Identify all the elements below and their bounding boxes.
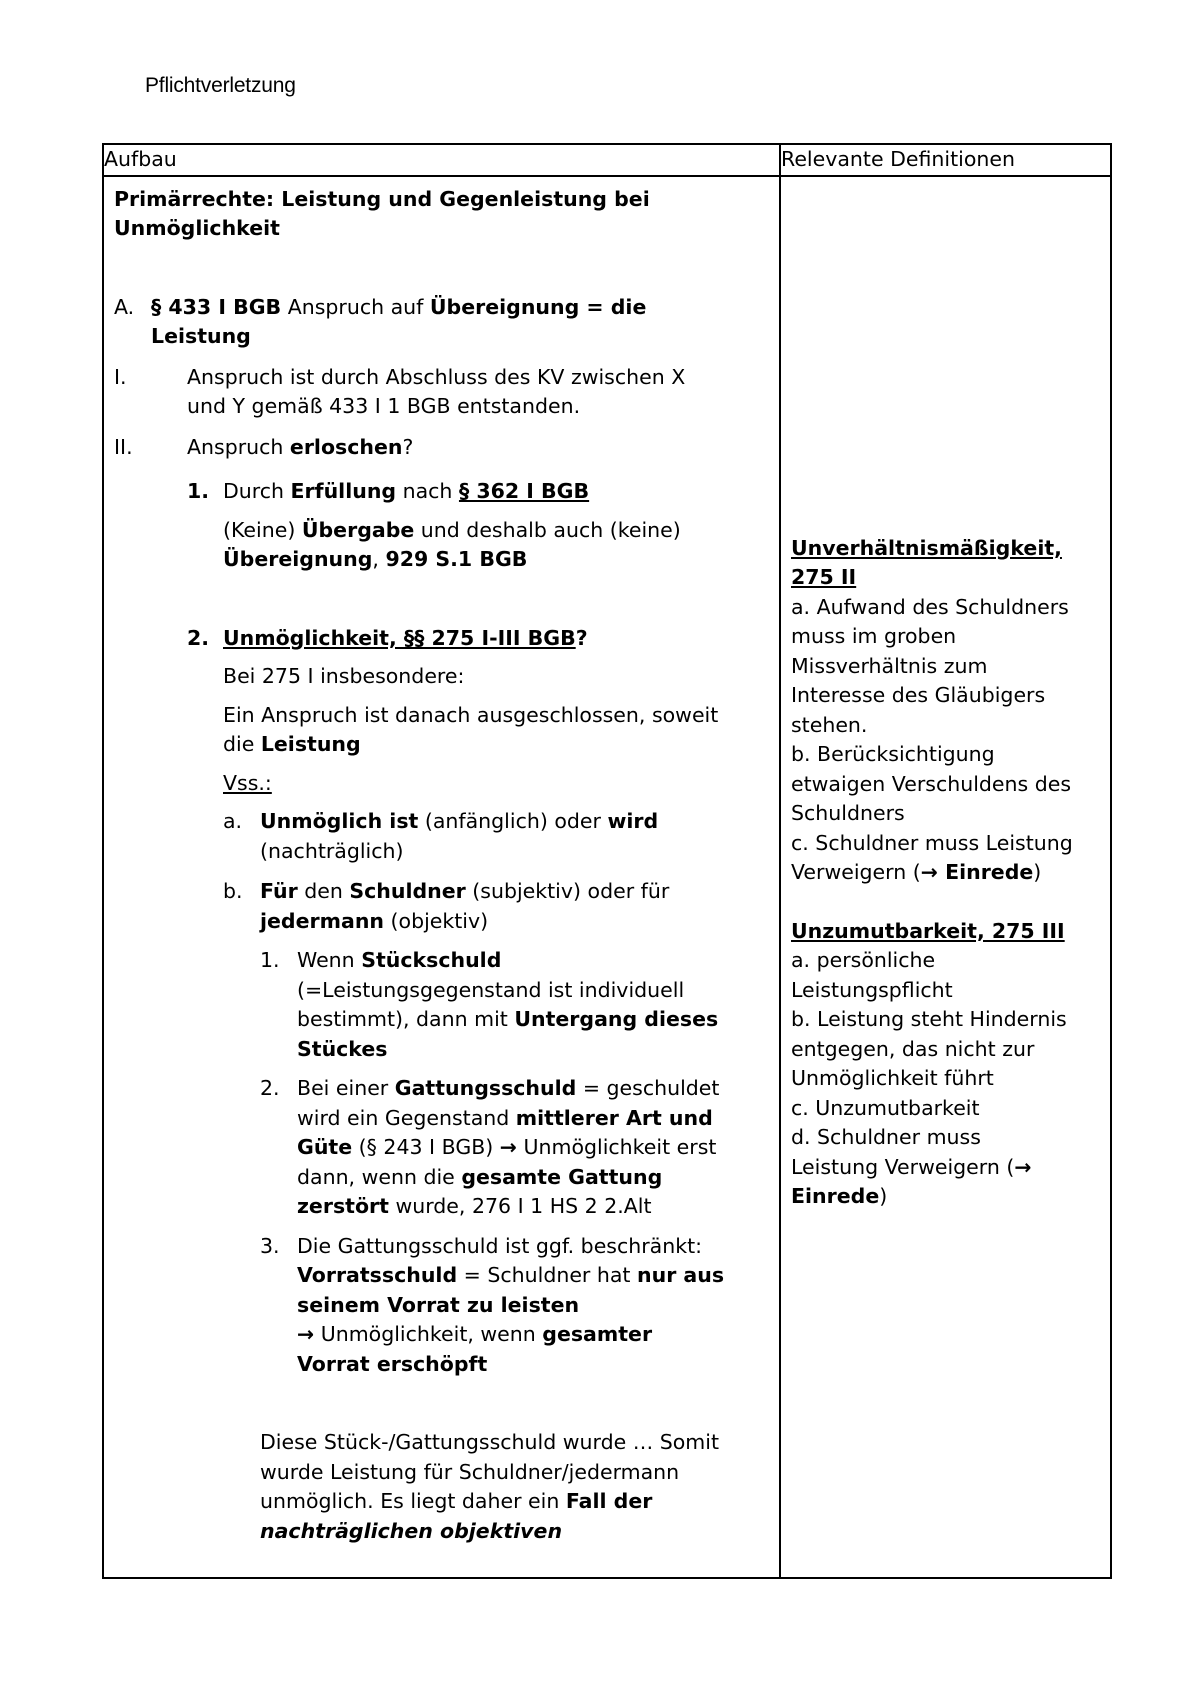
def1-line: a. Aufwand des Schuldners — [791, 594, 1069, 619]
sub-2-l5a: zerstört — [297, 1194, 389, 1218]
conclusion-line2: wurde Leistung für Schuldner/jedermann — [260, 1459, 680, 1484]
conclusion-line4: nachträglichen objektiven — [260, 1518, 563, 1543]
sub-2-l2a: wird ein Gegenstand — [297, 1105, 516, 1130]
conclusion-l3a: unmöglich. Es liegt daher ein — [260, 1489, 566, 1513]
vss-b-bold3: jedermann — [260, 908, 385, 933]
vss-b — [223, 877, 771, 1546]
sub-2-l3c: Unmöglichkeit erst — [516, 1135, 717, 1159]
sub-2-gattungsschuld — [260, 1074, 771, 1222]
sub-3-l2a: Vorratsschuld — [297, 1263, 458, 1287]
arrow-icon: → — [920, 860, 938, 884]
item-2-l4b: Leistung — [260, 732, 361, 756]
conclusion-l3b: Fall der — [565, 1489, 653, 1513]
sub-2-marker: 2. — [260, 1076, 280, 1100]
vss-label: Vss.: — [223, 770, 272, 795]
item-1-marker: 1. — [187, 479, 210, 503]
def2-line: a. persönliche — [791, 948, 936, 972]
item-1-erfuellung — [187, 477, 771, 575]
item-2-q: ? — [575, 625, 588, 650]
sub-1-text: Wenn — [297, 948, 362, 972]
table-header-row — [103, 144, 1111, 176]
sub-2-l1b: Gattungsschuld — [394, 1076, 577, 1100]
section-heading-cont: Unmöglichkeit — [114, 216, 280, 240]
sub-3-marker: 3. — [260, 1233, 280, 1258]
def2-title: Unzumutbarkeit, 275 III — [791, 918, 1065, 943]
sub-1-line4: Stückes — [297, 1036, 388, 1061]
vss-a-text: (anfänglich) oder — [418, 809, 608, 833]
def1-line: muss im groben — [791, 624, 957, 648]
def2-l8a: Leistung Verweigern ( — [791, 1154, 1015, 1179]
sub-3-vorratsschuld — [260, 1232, 771, 1380]
item-1-text2: nach — [396, 479, 459, 503]
aufbau-cell — [103, 176, 780, 1578]
item-1-l2a: (Keine) — [223, 517, 302, 542]
vss-b-marker: b. — [223, 879, 243, 903]
sub-2-l5b: wurde, 276 I 1 HS 2 2.Alt — [388, 1194, 652, 1218]
def2-line: Unmöglichkeit führt — [791, 1066, 994, 1090]
definition-unverhaeltnismaessigkeit — [791, 534, 1104, 888]
conclusion-line1: Diese Stück-/Gattungsschuld wurde … Somit — [260, 1430, 719, 1454]
arrow-icon: → — [297, 1322, 315, 1346]
def1-lines — [791, 593, 1104, 888]
page-title: Pflichtverletzung — [145, 74, 296, 97]
definitions-cell — [780, 176, 1111, 1578]
table-body-row — [103, 176, 1111, 1578]
sub-1-l3a: bestimmt), dann mit — [297, 1007, 515, 1031]
def1-einrede: Einrede — [937, 860, 1034, 884]
header-aufbau: Aufbau — [103, 144, 780, 176]
item-a — [114, 293, 771, 352]
conclusion-paragraph — [260, 1428, 771, 1546]
sub-2-l1c: = geschuldet — [576, 1076, 720, 1100]
vss-b-text3: (objektiv) — [384, 908, 489, 933]
def2-l9b: ) — [879, 1184, 888, 1208]
item-2-marker: 2. — [187, 625, 210, 650]
def2-line: d. Schuldner muss — [791, 1125, 981, 1149]
item-a-bold-cont: Leistung — [151, 324, 251, 348]
sub-1-l3b: Untergang dieses — [514, 1007, 719, 1031]
sub-3-l4b: gesamter — [542, 1322, 653, 1346]
structure-table — [102, 143, 1112, 1579]
vss-a-bold2: wird — [607, 809, 659, 833]
def1-line: b. Berücksichtigung — [791, 742, 995, 766]
item-2-l4a: die — [223, 732, 261, 756]
def1-line: stehen. — [791, 712, 868, 737]
arrow-icon: → — [1014, 1154, 1032, 1179]
def2-line: entgegen, das nicht zur — [791, 1036, 1035, 1061]
vss-a-line2: (nachträglich) — [260, 838, 404, 863]
item-I — [114, 363, 771, 422]
sub-1-bold: Stückschuld — [361, 948, 502, 972]
item-1-bold: Erfüllung — [290, 479, 397, 503]
sub-1-marker: 1. — [260, 948, 280, 972]
sub-3-line5: Vorrat erschöpft — [297, 1351, 488, 1376]
vss-b-bold2: Schuldner — [349, 879, 466, 903]
item-I-line2: und Y gemäß 433 I 1 BGB entstanden. — [187, 394, 581, 418]
item-II-text: Anspruch — [187, 434, 290, 459]
item-1-l3b: , — [372, 547, 386, 571]
header-definitionen: Relevante Definitionen — [780, 144, 1111, 176]
item-1-text: Durch — [223, 479, 291, 503]
def1-title: Unverhältnismäßigkeit, — [791, 535, 1062, 560]
sub-3-line3: seinem Vorrat zu leisten — [297, 1292, 580, 1317]
definition-unzumutbarkeit — [791, 917, 1104, 1212]
item-I-line1: Anspruch ist durch Abschluss des KV zwischen X — [187, 364, 686, 389]
vss-a-bold1: Unmöglich ist — [260, 809, 419, 833]
def1-line: etwaigen Verschuldens des — [791, 771, 1072, 796]
sub-3-line1: Die Gattungsschuld ist ggf. beschränkt: — [297, 1233, 703, 1258]
item-II-marker: II. — [114, 434, 133, 459]
item-1-l2b: Übergabe — [301, 517, 415, 542]
vss-b-text2: (subjektiv) oder für — [465, 879, 670, 903]
sub-1-line2: (=Leistungsgegenstand ist individuell — [297, 977, 685, 1002]
vss-a — [223, 807, 771, 866]
item-1-l3a: Übereignung — [223, 547, 373, 571]
def2-line: Leistungspflicht — [791, 977, 953, 1002]
item-a-bold: Übereignung = die — [429, 294, 647, 319]
item-II-bold: erloschen — [289, 434, 403, 459]
def1-line: Missverhältnis zum — [791, 653, 988, 678]
def1-last-a: Verweigern ( — [791, 860, 921, 884]
item-I-marker: I. — [114, 364, 127, 389]
item-2-line2: Bei 275 I insbesondere: — [223, 664, 465, 688]
item-II-q: ? — [402, 434, 414, 459]
item-1-link[interactable]: § 362 I BGB — [458, 479, 590, 503]
item-a-text: Anspruch auf — [281, 294, 430, 319]
sub-2-l4b: gesamte Gattung — [461, 1164, 663, 1189]
sub-2-l3b: (§ 243 I BGB) — [352, 1135, 500, 1159]
vss-a-marker: a. — [223, 809, 243, 833]
item-2-unmoeglichkeit — [187, 624, 771, 1547]
sub-2-l3a: Güte — [297, 1135, 353, 1159]
def2-line: c. Unzumutbarkeit — [791, 1095, 980, 1120]
sub-2-l4a: dann, wenn die — [297, 1164, 462, 1189]
def1-last-c: ) — [1033, 860, 1042, 884]
def2-einrede: Einrede — [791, 1184, 880, 1208]
section-heading: Primärrechte: Leistung und Gegenleistung bei — [114, 186, 650, 211]
item-a-marker: A. — [114, 294, 135, 319]
sub-2-l2b: mittlerer Art und — [515, 1105, 713, 1130]
vss-b-bold1: Für — [260, 879, 298, 903]
sub-3-l4a: Unmöglichkeit, wenn — [314, 1322, 543, 1346]
def1-line: Interesse des Gläubigers — [791, 683, 1046, 707]
item-2-line3: Ein Anspruch ist danach ausgeschlossen, soweit — [223, 702, 719, 727]
item-II — [114, 433, 771, 463]
vss-b-text1: den — [297, 879, 350, 903]
item-1-l3c: 929 S.1 BGB — [385, 547, 528, 571]
arrow-icon: → — [499, 1135, 517, 1159]
sub-3-l2c: nur aus — [637, 1263, 725, 1287]
sub-2-l1a: Bei einer — [297, 1076, 395, 1100]
sub-1-stueckschuld — [260, 946, 771, 1064]
item-a-paragraph: § 433 I BGB — [151, 294, 282, 319]
def2-line: b. Leistung steht Hindernis — [791, 1007, 1067, 1031]
item-2-link[interactable]: Unmöglichkeit, §§ 275 I-III BGB — [223, 625, 576, 650]
def1-line: Schuldners — [791, 801, 905, 825]
sub-3-l2b: = Schuldner hat — [457, 1263, 637, 1287]
item-1-l2c: und deshalb auch (keine) — [414, 517, 681, 542]
def1-line: c. Schuldner muss Leistung — [791, 830, 1073, 855]
def1-title-cont: 275 II — [791, 565, 857, 589]
